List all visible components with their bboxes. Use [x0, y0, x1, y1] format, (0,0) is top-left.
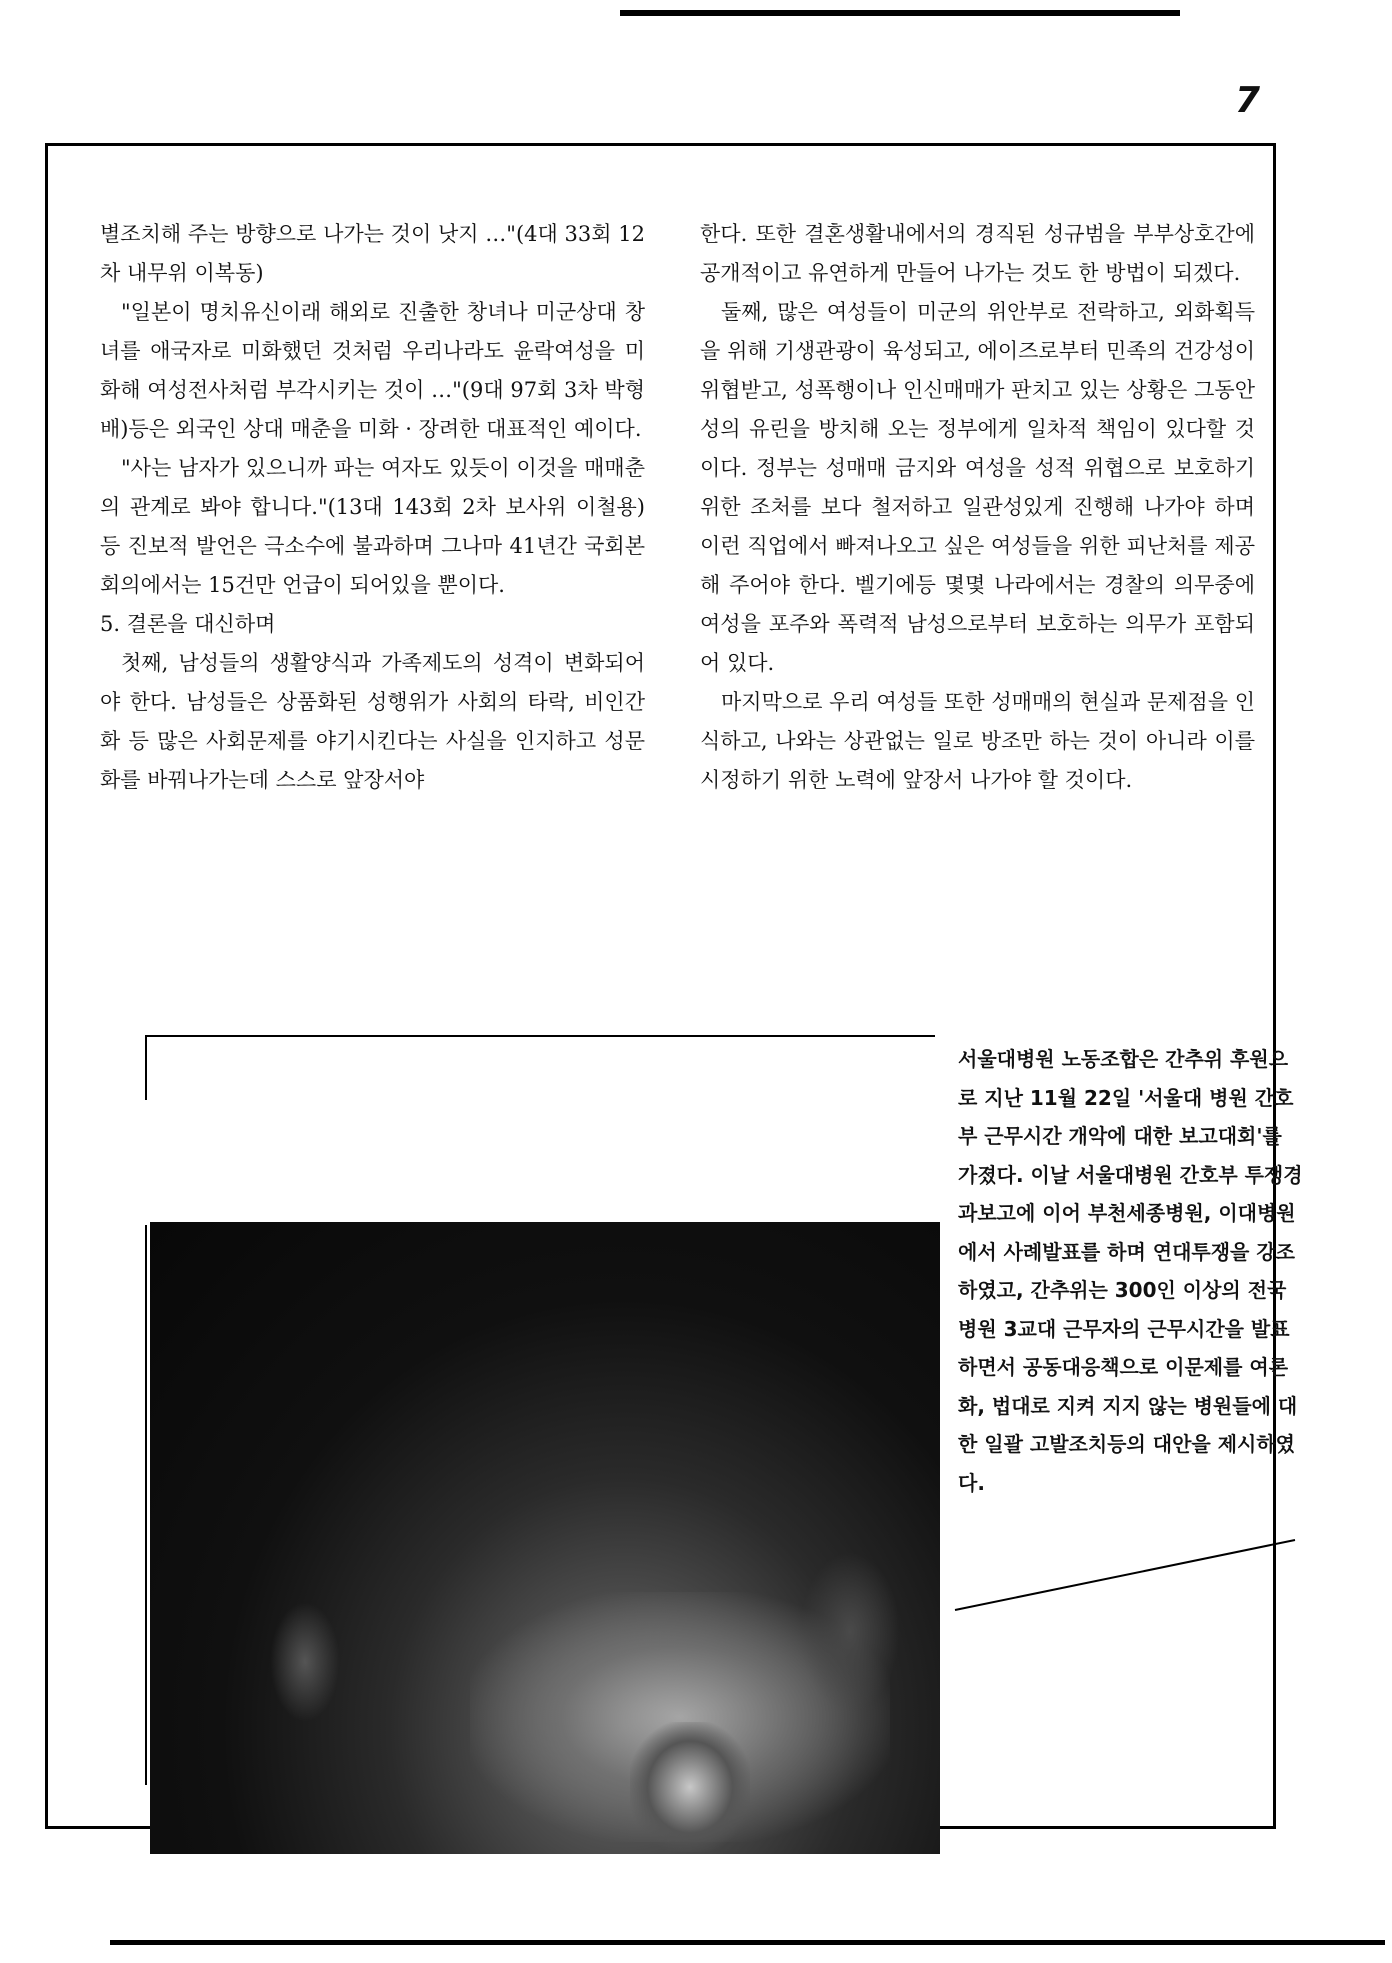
- photo-box-top-rule: [145, 1035, 935, 1037]
- right-paragraph-1: 한다. 또한 결혼생활내에서의 경직된 성규범을 부부상호간에 공개적이고 유연하게 만들어 나가는 것도 한 방법이 되겠다.: [700, 222, 1255, 285]
- section-heading: 5. 결론을 대신하며: [100, 612, 276, 636]
- photo-caption: [958, 1040, 1303, 1502]
- left-paragraph-1: 별조치해 주는 방향으로 나가는 것이 낫지 …"(4대 33회 12차 내무위 이복동): [100, 222, 645, 285]
- photo-figure: [270, 1602, 340, 1722]
- right-paragraph-3: 마지막으로 우리 여성들 또한 성매매의 현실과 문제점을 인식하고, 나와는 상관없는 일로 방조만 하는 것이 아니라 이를 시정하기 위한 노력에 앞장서 나가야 할 것이다.: [700, 690, 1255, 792]
- right-column: [700, 215, 1255, 800]
- left-column: [100, 215, 645, 800]
- bottom-rule: [110, 1940, 1385, 1945]
- top-rule: [620, 10, 1180, 16]
- photo-box-left-rule: [145, 1035, 147, 1100]
- photo-figure: [800, 1552, 900, 1712]
- left-paragraph-3: "사는 남자가 있으니까 파는 여자도 있듯이 이것을 매매춘의 관계로 봐야 합니다."(13대 143회 2차 보사위 이철용)등 진보적 발언은 극소수에 불과하며 그나마 41년간 국회본회의에서는 15건만 언급이 되어있을 뿐이다.: [100, 456, 645, 597]
- photo-figure: [630, 1722, 750, 1852]
- photo-caption-text: 서울대병원 노동조합은 간추위 후원으로 지난 11월 22일 '서울대 병원 간호부 근무시간 개악에 대한 보고대회'를 가졌다. 이날 서울대병원 간호부 투쟁경과보고에 이어 부천세종병원, 이대병원에서 사례발표를 하며 연대투쟁을 강조하였고, 간추위는 300인 이상의 전국병원 3교대 근무자의 근무시간을 발표하면서 공동대응책으로 이문제를 여론화, 법대로 지켜 지지 않는 병원들에 대한 일괄 고발조치등의 대안을 제시하였다.: [958, 1047, 1303, 1495]
- caption-underline: [950, 1535, 1300, 1615]
- conclusion-paragraph: 첫째, 남성들의 생활양식과 가족제도의 성격이 변화되어야 한다. 남성들은 상품화된 성행위가 사회의 타락, 비인간화 등 많은 사회문제를 야기시킨다는 사실을 인지하고 성문화를 바꿔나가는데 스스로 앞장서야: [100, 651, 645, 792]
- event-photo: [150, 1222, 940, 1854]
- right-paragraph-2: 둘째, 많은 여성들이 미군의 위안부로 전락하고, 외화획득을 위해 기생관광이 육성되고, 에이즈로부터 민족의 건강성이 위협받고, 성폭행이나 인신매매가 판치고 있는 상황은 그동안 성의 유린을 방치해 오는 정부에게 일차적 책임이 있다할 것이다. 정부는 성매매 금지와 여성을 성적 위협으로 보호하기 위한 조처를 보다 철저하고 일관성있게 진행해 나가야 하며 이런 직업에서 빠져나오고 싶은 여성들을 위한 피난처를 제공해 주어야 한다. 벨기에등 몇몇 나라에서는 경찰의 의무중에 여성을 포주와 폭력적 남성으로부터 보호하는 의무가 포함되어 있다.: [700, 300, 1255, 675]
- page-number: 7: [1235, 80, 1261, 121]
- left-paragraph-2: "일본이 명치유신이래 해외로 진출한 창녀나 미군상대 창녀를 애국자로 미화했던 것처럼 우리나라도 윤락여성을 미화해 여성전사처럼 부각시키는 것이 …"(9대 97회 3차 박형배)등은 외국인 상대 매춘을 미화 · 장려한 대표적인 예이다.: [100, 300, 645, 441]
- photo-box-left-rule-lower: [145, 1225, 147, 1785]
